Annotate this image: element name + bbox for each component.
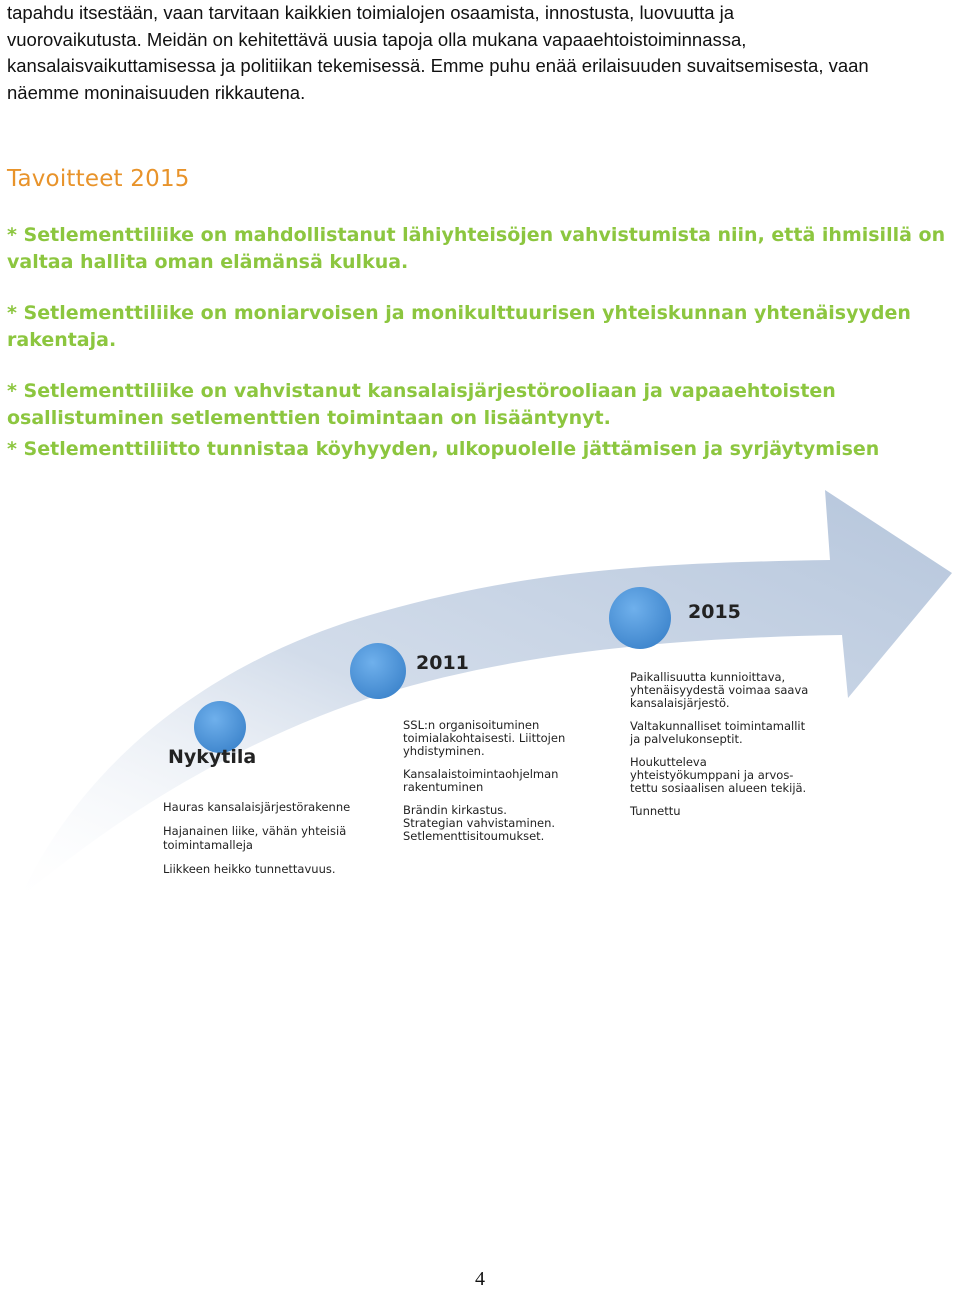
stage-note: Strategian vahvistaminen. xyxy=(403,816,556,830)
goal-line: * Setlementtiliike on moniarvoisen ja monikulttuurisen yhteiskunnan yhtenäisyyden xyxy=(7,302,911,324)
stage-note: Brändin kirkastus. xyxy=(403,803,507,817)
goal-line: * Setlementtiliike on mahdollistanut lähiyhteisöjen vahvistumista niin, että ihmisillä on xyxy=(7,224,946,246)
goal-line: osallistuminen setlementtien toimintaan on lisääntynyt. xyxy=(7,407,611,429)
stage-note: Paikallisuutta kunnioittava, xyxy=(630,670,786,684)
stage-label-nykytila: Nykytila xyxy=(168,746,257,768)
intro-line: kansalaisvaikuttamisessa ja politiikan tekemisessä. Emme puhu enää erilaisuuden suvaitsemisesta, vaan xyxy=(7,55,869,76)
stage-note: SSL:n organisoituminen xyxy=(403,718,540,732)
intro-line: vuorovaikutusta. Meidän on kehitettävä uusia tapoja olla mukana vapaaehtoistoiminnassa, xyxy=(7,28,747,50)
stage-marker-dot xyxy=(350,643,406,699)
goal-line: rakentaja. xyxy=(7,329,117,351)
stage-note: ja palvelukonseptit. xyxy=(630,732,743,746)
stage-note: Hajanainen liike, vähän yhteisiä xyxy=(163,824,347,838)
stage-note: toimintamalleja xyxy=(163,838,253,852)
stage-note: Tunnettu xyxy=(630,804,681,818)
stage-marker-dot xyxy=(609,587,671,649)
stage-note: toimialakohtaisesti. Liittojen xyxy=(403,731,566,745)
stage-note: yhtenäisyydestä voimaa saava xyxy=(630,683,809,697)
intro-line: näemme moninaisuuden rikkautena. xyxy=(7,81,306,103)
intro-paragraph xyxy=(7,0,957,106)
timeline-arrow-diagram xyxy=(0,488,960,908)
goals-list xyxy=(7,222,952,463)
goal-item xyxy=(7,300,952,354)
stage-note: Kansalaistoimintaohjelman xyxy=(403,767,559,781)
stage-note: yhdistyminen. xyxy=(403,744,485,758)
goal-item xyxy=(7,378,952,432)
goal-item xyxy=(7,436,952,463)
stage-note: Valtakunnalliset toimintamallit xyxy=(630,719,806,733)
stage-note: tettu sosiaalisen alueen tekijä. xyxy=(630,781,807,795)
goal-line: * Setlementtiliike on vahvistanut kansalaisjärjestörooliaan ja vapaaehtoisten xyxy=(7,380,836,402)
stage-note: kansalaisjärjestö. xyxy=(630,696,730,710)
page-number: 4 xyxy=(475,1268,485,1290)
stage-note: yhteistyökumppani ja arvos- xyxy=(630,768,794,782)
stage-note: Setlementtisitoumukset. xyxy=(403,829,545,843)
stage-note: rakentuminen xyxy=(403,780,484,794)
stage-note: Hauras kansalaisjärjestörakenne xyxy=(163,800,351,814)
stage-label-2015: 2015 xyxy=(688,601,741,623)
goal-item xyxy=(7,222,952,276)
stage-note: Houkutteleva xyxy=(630,755,707,769)
goal-line: valtaa hallita oman elämänsä kulkua. xyxy=(7,251,409,273)
intro-line: tapahdu itsestään, vaan tarvitaan kaikkien toimialojen osaamista, innostusta, luovuutta ja xyxy=(7,2,735,23)
stage-note: Liikkeen heikko tunnettavuus. xyxy=(163,862,336,876)
goals-heading: Tavoitteet 2015 xyxy=(7,166,190,192)
stage-label-2011: 2011 xyxy=(416,652,469,674)
goal-line: * Setlementtiliitto tunnistaa köyhyyden, ulkopuolelle jättämisen ja syrjäytymisen xyxy=(7,438,880,460)
